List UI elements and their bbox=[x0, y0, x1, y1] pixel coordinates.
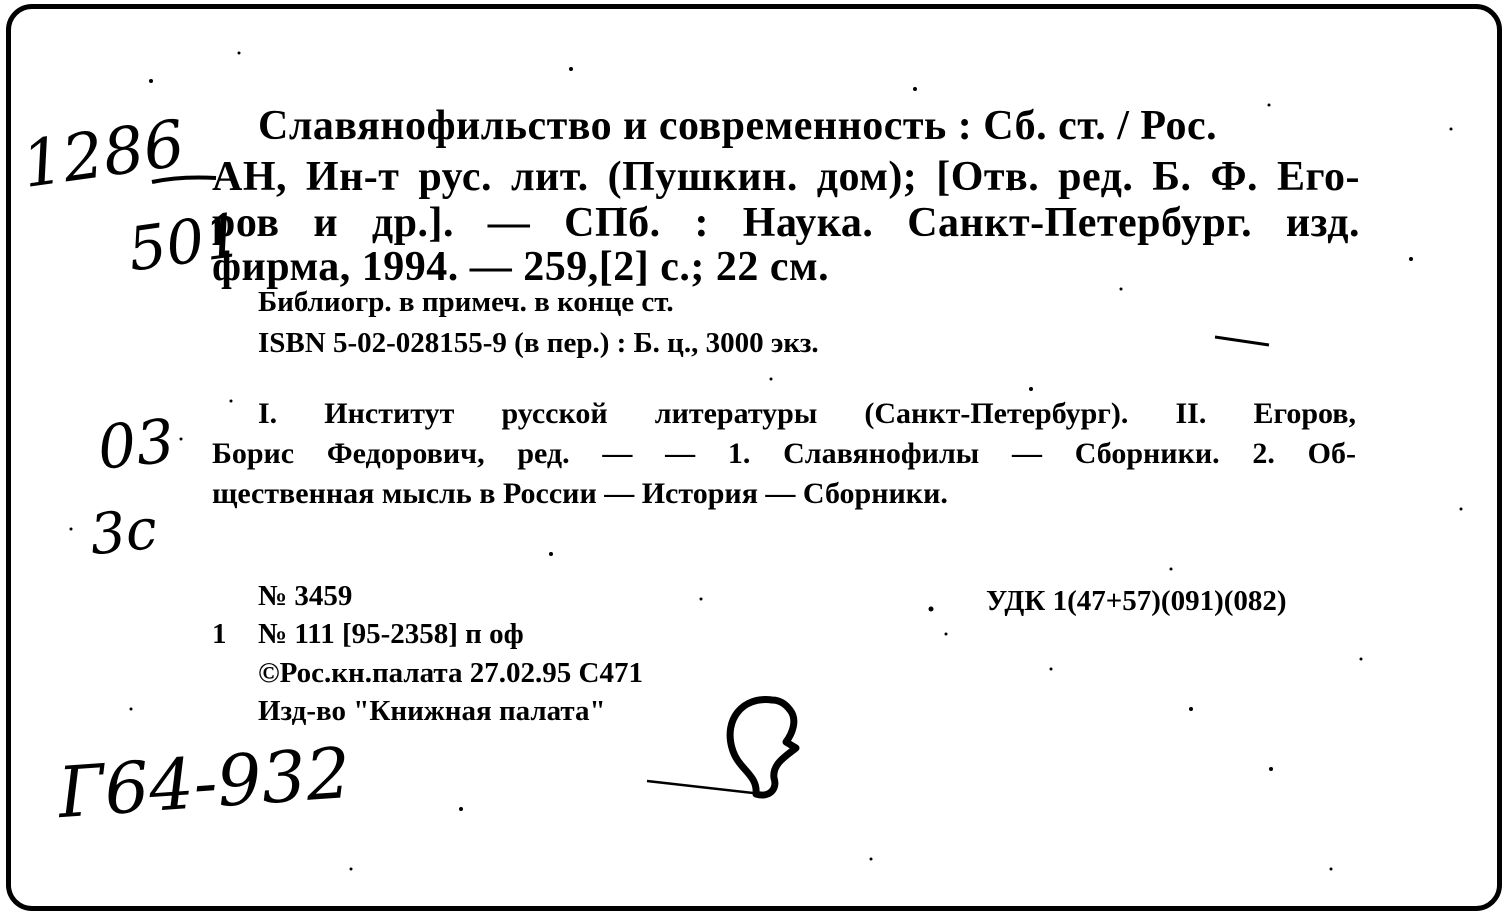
title-line-1: Славянофильство и современность : Сб. ст. / Рос. bbox=[258, 103, 1218, 149]
handwritten-code-2: 3c bbox=[86, 496, 161, 569]
publisher-line: Изд-во "Книжная палата" bbox=[258, 695, 606, 727]
title-line-4: фирма, 1994. — 259,[2] с.; 22 см. bbox=[212, 244, 830, 290]
handwritten-code-1: 03 bbox=[94, 406, 178, 484]
order-prefix: 1 bbox=[212, 618, 227, 650]
tracing-line-1: I. Институт русской литературы (Санкт-Петербург). II. Егоров, bbox=[258, 397, 1356, 430]
tracing-line-3: щественная мысль в России — История — Сборники. bbox=[212, 477, 948, 510]
note-isbn: ISBN 5-02-028155-9 (в пер.) : Б. ц., 3000 экз. bbox=[258, 327, 819, 359]
note-bibliography: Библиогр. в примеч. в конце ст. bbox=[258, 286, 674, 318]
order-number: № 111 [95-2358] п оф bbox=[258, 618, 524, 650]
stamp-mark bbox=[712, 690, 812, 810]
udk-code: УДК 1(47+57)(091)(082) bbox=[986, 585, 1287, 617]
copyright-line: ©Рос.кн.палата 27.02.95 С471 bbox=[258, 657, 643, 689]
handwritten-shelf-top: 1286 bbox=[17, 107, 190, 203]
title-line-2: АН, Ин-т рус. лит. (Пушкин. дом); [Отв. ред. Б. Ф. Его- bbox=[212, 154, 1360, 200]
record-number: № 3459 bbox=[258, 580, 353, 612]
handwritten-shelf-bottom: 501 bbox=[123, 200, 247, 286]
tracing-line-2: Борис Федорович, ред. — — 1. Славянофилы — Сборники. 2. Об- bbox=[212, 437, 1356, 470]
handwritten-inventory: Г64-932 bbox=[55, 731, 354, 835]
handwritten-dash bbox=[150, 170, 220, 190]
title-line-3: ров и др.]. — СПб. : Наука. Санкт-Петербург. изд. bbox=[212, 200, 1360, 246]
